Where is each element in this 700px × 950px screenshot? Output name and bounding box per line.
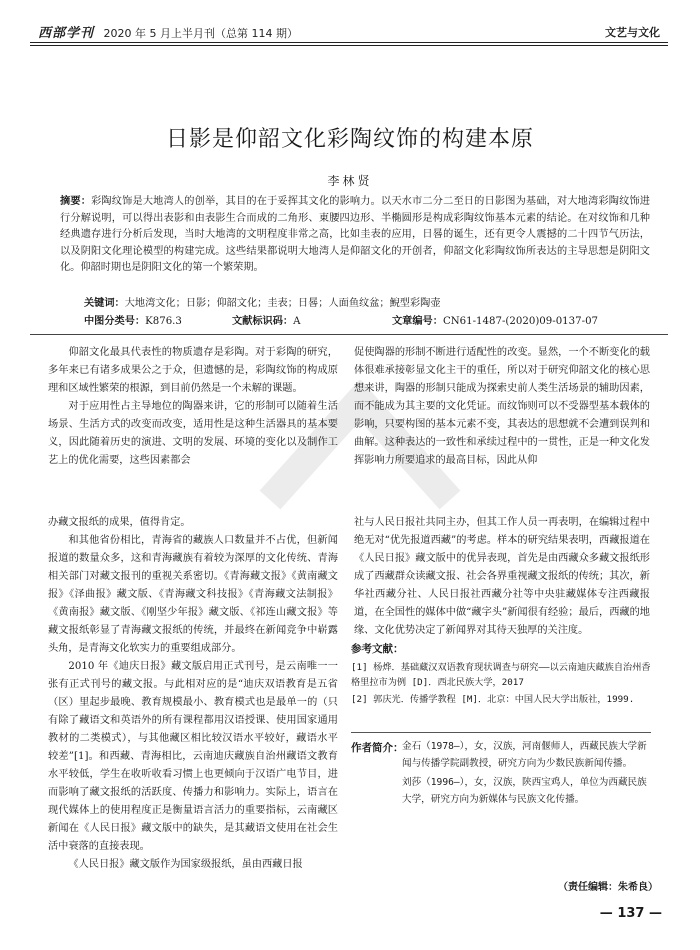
clc-number: 中图分类号：K876.3: [84, 315, 182, 327]
paragraph: 《人民日报》藏文版作为国家级报纸，虽由西藏日报: [68, 859, 303, 870]
header-rule: [30, 42, 668, 43]
reference-item: [2] 郭庆光．传播学教程 [M]．北京：中国人民大学出版社，1999.: [351, 694, 635, 705]
abstract-label: 摘要：: [60, 195, 92, 207]
paragraph: 和其他省份相比，青海省的藏族人口数量并不占优，但新闻报道的数量众多，这和青海藏族有着较为深厚的文化传统、青海相关部门对藏文报刊的重视关系密切。《青海藏文报》《黄南藏文报》《泽曲报》藏文版、《青海藏文科技报》《青海藏文法制报》《黄南报》藏文版、《刚坚少年报》藏文版、《祁连山藏文报》等藏文报纸彰显了青海藏文报纸的传统，并最终在新闻竞争中崭露头角，是青海文化软实力的重要组成部分。: [48, 535, 338, 654]
document-code: 文献标识码：A: [232, 315, 301, 327]
article-title: 日影是仰韶文化彩陶纹饰的构建本原: [165, 127, 534, 152]
journal-logo: 西部学刊: [38, 26, 95, 41]
bottom-right-column: [354, 514, 650, 640]
abstract-text: 彩陶纹饰是大地湾人的创举，其目的在于妥挥其文化的影响力。以天水市二分二至日的日影图为基础，对大地湾彩陶纹饰进行分解说明，可以得出表影和由表影生合而成的二角形、東腰四边形、半椭圆形是构成彩陶纹饰基本元素的结论。在对纹饰和几种经典遗存进行分析后发现，当时大地湾的文明程度非常之高，比如圭表的应用，日晷的诞生，还有更令人震撼的二十四节气历法，以及阴阳文化理论模型的构建完成。这些结果都说明大地湾人是仰韶文化的开创者，仰韶文化彩陶纹饰所表达的主导思想是阴阳文化。仰韶时期也是阴阳文化的第一个繁荣期。: [60, 196, 650, 273]
paragraph: 仰韶文化最具代表性的物质遗存是彩陶。对于彩陶的研究，多年来已有诸多成果公之于众，但遗憾的是，彩陶纹饰的构成原理和区域性繁荣的根源，到目前仍然是一个未解的课题。: [48, 347, 338, 394]
author-info: [402, 738, 652, 810]
responsible-editor: （责任编辑：朱希良）: [558, 882, 658, 893]
running-header-left: [38, 22, 298, 41]
reference-item: [1] 杨烨．基础藏汉双语教育现状调查与研究——以云南迪庆藏族自治州香格里拉市为例 [D]．西北民族大学，2017: [351, 662, 651, 688]
author-info-rule: [351, 732, 651, 733]
paragraph: 对于应用性占主导地位的陶器来讲，它的形制可以随着生活场景、生活方式的改变而改变，适用性是这种生活器具的基本要义，因此随着历史的演进、文明的发展、环境的变化以及制作工艺上的优化需要，这些因素都会: [48, 401, 338, 466]
article-author: 李林贤: [327, 174, 373, 188]
author-entry: 金石（1978—），女，汉族，河南偃师人，西藏民族大学新闻与传播学院副教授，研究方向为少数民族新闻传播。: [402, 741, 647, 769]
header-rule-thin: [30, 45, 668, 46]
keywords-text: 大地湾文化；日影；仰韶文化；圭表；日晷；人面鱼纹盆；鯢型彩陶壶: [124, 298, 441, 309]
abstract: [60, 193, 650, 277]
paragraph: 促使陶器的形制不断进行适配性的改变。显然，一个不断变化的载体很难承接彰显文化主干的重任，所以对于研究仰韶文化的核心思想来讲，陶器的形制只能成为探索史前人类生活场景的辅助因素，而不能成为其主要的文化凭证。而纹饰则可以不受器型基本载体的影响，只要构图的基本元素不变，其表达的思想就不会遭到误判和曲解。这种表达的一致性和承续过程中的一贯性，正是一种文化发挥影响力所要追求的最高目标，因此从仰: [354, 347, 650, 466]
keywords-label: 关键词：: [84, 297, 125, 309]
abstract-divider: [30, 334, 668, 335]
references-list: [351, 660, 651, 709]
section-name: 文艺与文化: [605, 26, 660, 39]
article-number: 文章编号：CN61-1487-(2020)09-0137-07: [392, 315, 599, 327]
bottom-left-column: [48, 514, 338, 874]
page-number: — 137 —: [599, 906, 662, 921]
paragraph: 办藏文报纸的成果，值得肯定。: [48, 517, 191, 528]
top-right-column: [354, 344, 650, 470]
paragraph: 2010 年《迪庆日报》藏文版启用正式刊号，是云南唯一一张有正式刊号的藏文报。与此相对应的是“迪庆双语教育是五省（区）里起步最晚、教育规模最小、教育模式也是最单一的（只有除了藏语文和英语外的所有课程都用汉语授课、使用国家通用教材的二类模式），与其他藏区相比较汉语水平较好，藏语水平较差”[1]。和西藏、青海相比，云南迪庆藏族自治州藏语文教育水平较低，学生在收听收看习惯上也更倾向于汉语广电节目，进而影响了藏文报纸的活跃度、传播力和影响力。实际上，语言在现代媒体上的使用程度正是衡量语言活力的重要指标，云南藏区新闻在《人民日报》藏文版中的缺失，是其藏语文使用在社会生活中衰落的直接表现。: [48, 661, 338, 852]
keywords: [84, 294, 441, 309]
author-info-label: 作者简介：: [351, 742, 404, 754]
issue-info: 2020 年 5 月上半月刊（总第 114 期）: [103, 27, 298, 40]
author-entry: 刘莎（1996—），女，汉族，陕西宝鸡人，单位为西藏民族大学，研究方向为新媒体与民族文化传播。: [402, 777, 647, 805]
paragraph: 社与人民日报社共同主办，但其工作人员一再表明，在编辑过程中绝无对“优先报道西藏”的考虑。样本的研究结果表明，西藏报道在《人民日报》藏文版中的优异表现，首先是由西藏众多藏文报纸形成了西藏群众读藏文报、社会各界重视藏文报纸的传统；其次，新华社西藏分社、人民日报社西藏分社等中央驻藏媒体专注西藏报道，在全国性的媒体中做“藏字头”新闻很有经验；最后，西藏的地缘、文化优势决定了新闻界对其待天独厚的关注度。: [354, 517, 650, 636]
top-left-column: [48, 344, 338, 470]
references-heading: 参考文献：: [351, 643, 404, 655]
